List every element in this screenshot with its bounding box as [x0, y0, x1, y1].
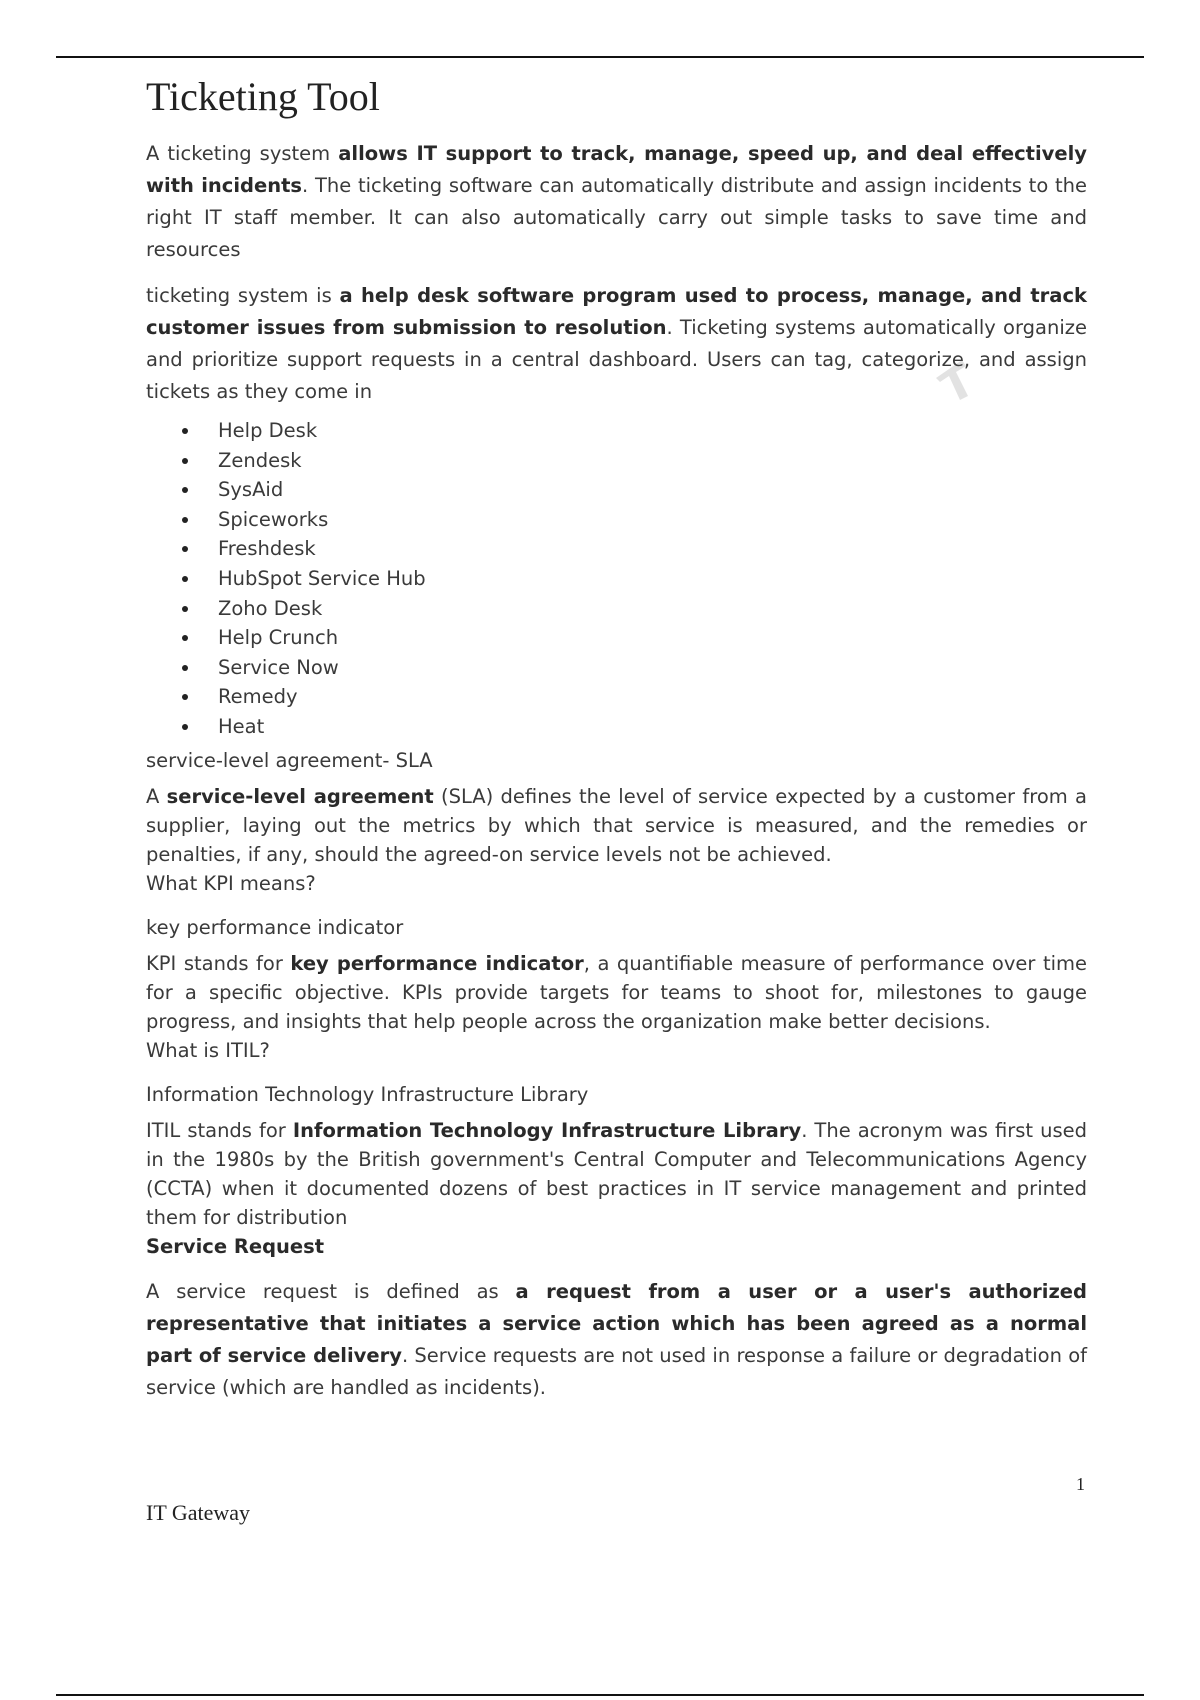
service-request-paragraph: A service request is defined as a request from a user or a user's authorized representative that initiates a service action which has been agreed as a normal part of service delivery. Service requests are not used in response a failure or degradation of service (which are handled as incidents). [146, 1279, 1088, 1399]
document-body [146, 70, 1087, 1404]
bullet-icon [182, 428, 188, 434]
bullet-icon [182, 546, 188, 552]
bullet-icon [182, 724, 188, 730]
watermark-icon [932, 356, 972, 402]
bullet-icon [182, 517, 188, 523]
list-item: Zoho Desk [146, 594, 1087, 624]
tools-list [146, 416, 1087, 742]
bullet-icon [182, 458, 188, 464]
list-item: Service Now [146, 653, 1087, 683]
itil-paragraph: ITIL stands for Information Technology Infrastructure Library. The acronym was first used in the 1980s by the British government's Central Computer and Telecommunications Agency (CCTA) when it documented dozens of best practices in IT service management and printed them for distribution [146, 1118, 1087, 1229]
list-item: Help Desk [146, 416, 1087, 446]
list-item: Remedy [146, 682, 1087, 712]
intro-paragraph: A ticketing system allows IT support to track, manage, speed up, and deal effectively with incidents. The ticketing software can automatically distribute and assign incidents to the right IT staff member. It can also automatically carry out simple tasks to save time and resources [146, 142, 1087, 261]
bullet-icon [182, 487, 188, 493]
page-title: Ticketing Tool [146, 74, 380, 119]
sla-paragraph: A service-level agreement (SLA) defines the level of service expected by a customer from a supplier, laying out the metrics by which that service is measured, and the remedies or penalties, if any, should the agreed-on service levels not be achieved. [146, 784, 1087, 866]
kpi-paragraph: KPI stands for key performance indicator, a quantifiable measure of performance over time for a specific objective. KPIs provide targets for teams to shoot for, milestones to gauge progress, and insights that help people across the organization make better decisions. [146, 951, 1088, 1033]
page-number: 1 [1076, 1474, 1085, 1494]
sla-heading: service-level agreement- SLA [146, 748, 433, 772]
header-rule [56, 56, 1144, 58]
bullet-icon [182, 576, 188, 582]
footer-rule [56, 1694, 1144, 1696]
bullet-icon [182, 665, 188, 671]
list-item: Help Crunch [146, 623, 1087, 653]
service-request-heading: Service Request [146, 1234, 325, 1258]
bullet-icon [182, 635, 188, 641]
list-item: Freshdesk [146, 534, 1087, 564]
list-item: Spiceworks [146, 505, 1087, 535]
footer-text: IT Gateway [146, 1500, 251, 1525]
list-item: Zendesk [146, 446, 1087, 476]
bullet-icon [182, 694, 188, 700]
definition-paragraph: ticketing system is a help desk software program used to process, manage, and track customer issues from submission to resolution. Ticketing systems automatically organize and prioritize support requests in a central dashboard. Users can tag, categorize, and assign tickets as they come in [146, 284, 1087, 403]
itil-question: What is ITIL? [146, 1038, 270, 1062]
list-item: SysAid [146, 475, 1087, 505]
kpi-heading: key performance indicator [146, 915, 404, 939]
bullet-icon [182, 606, 188, 612]
itil-heading: Information Technology Infrastructure Library [146, 1082, 589, 1106]
kpi-question: What KPI means? [146, 871, 316, 895]
list-item: Heat [146, 712, 1087, 742]
list-item: HubSpot Service Hub [146, 564, 1087, 594]
